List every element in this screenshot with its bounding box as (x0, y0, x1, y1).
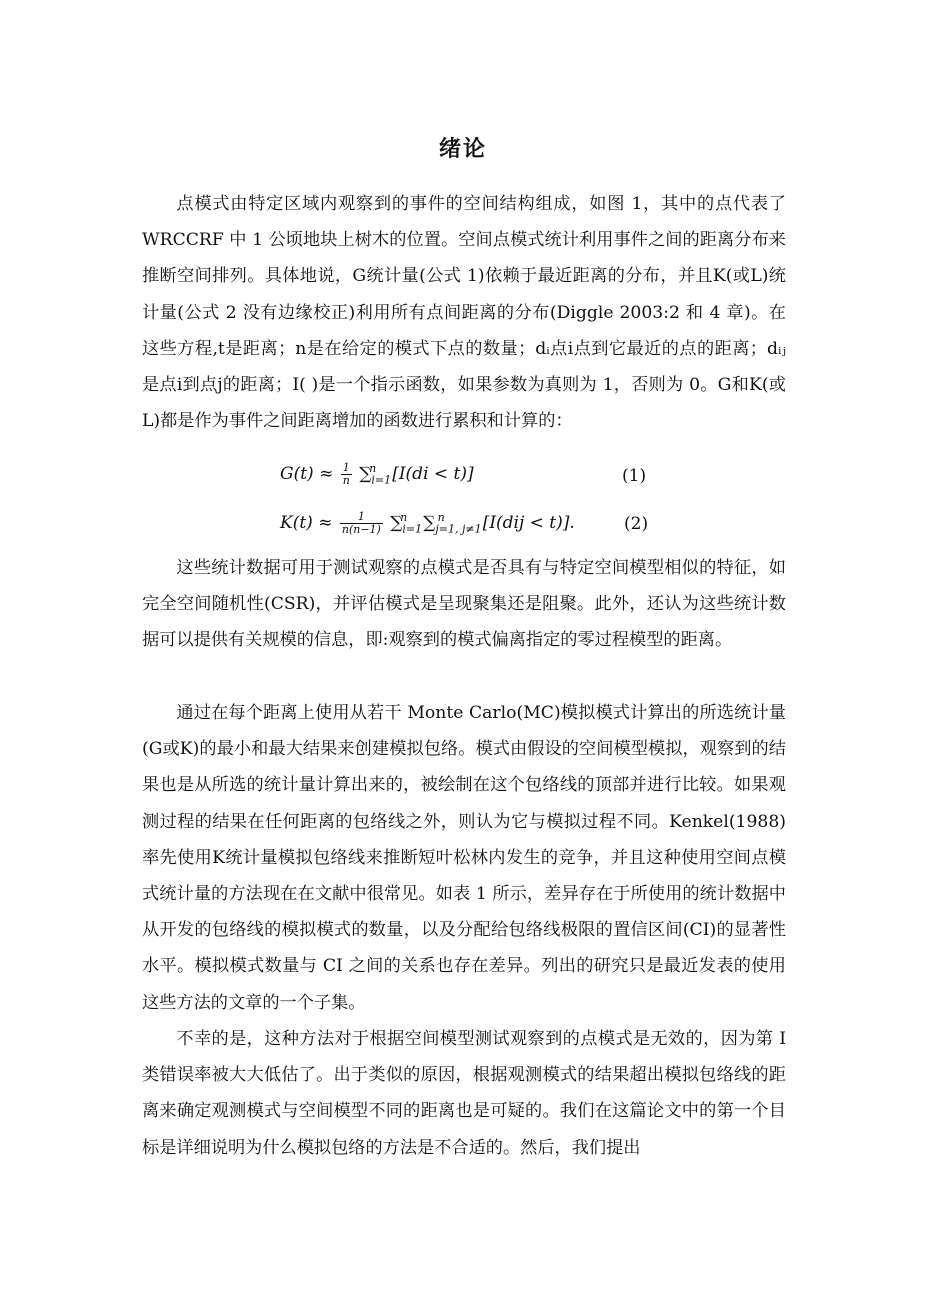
equation-k-sum1: ∑ (390, 513, 403, 533)
equation-g (280, 462, 474, 487)
paragraph-statistics: 这些统计数据可用于测试观察的点模式是否具有与特定空间模型相似的特征，如完全空间随机性(CSR)，并评估模式是呈现聚集还是阻聚。此外，还认为这些统计数据可以提供有关规模的信息，即:观察到的模式偏离指定的零过程模型的距离。 (142, 558, 786, 651)
equation-g-numerator: 1 (341, 462, 352, 475)
equation-k-lhs: K(t) ≈ (280, 513, 333, 533)
equation-k-sum2-sup: n (437, 511, 445, 525)
equation-g-lhs: G(t) ≈ (280, 464, 334, 484)
equation-g-sum-sup: n (369, 462, 377, 476)
equation-g-body: [I(di < t)] (392, 464, 474, 484)
equation-k (280, 511, 575, 536)
equation-g-denominator: n (342, 474, 350, 487)
equation-k-numerator: 1 (340, 511, 383, 524)
equation-g-sum: ∑ (359, 464, 372, 484)
equation-k-fraction (340, 511, 383, 536)
paragraph-problem: 不幸的是，这种方法对于根据空间模型测试观察到的点模式是无效的，因为第 I 类错误率被大大低估了。出于类似的原因，根据观测模式的结果超出模拟包络线的距离来确定观测模式与空间模型不同的距离也是可疑的。我们在这篇论文中的第一个目标是详细说明为什么模拟包络的方法是不合适的。然后，我们提出 (142, 1029, 786, 1158)
equation-k-body: [I(dij < t)]. (482, 513, 575, 533)
equation-g-sum-sub: i=1 (371, 473, 392, 487)
equation-k-sum2: ∑ (423, 513, 436, 533)
section-title: 绪论 (438, 137, 487, 162)
equation-k-sum1-sub: i=1 (402, 522, 423, 536)
paragraph-intro: 点模式由特定区域内观察到的事件的空间结构组成，如图 1，其中的点代表了 WRCCRF 中 1 公顷地块上树木的位置。空间点模式统计利用事件之间的距离分布来推断空间排列。具体地说，G统计量(公式 1)依赖于最近距离的分布，并且K(或L)统计量(公式 2 没有边缘校正)利用所有点间距离的分布(Diggle 2003:2 和 4 章)。在这些方程,t是距离；n是在给定的模式下点的数量；dᵢ点i点到它最近的点的距离；dᵢⱼ是点i到点j的距离；I( )是一个指示函数，如果参数为真则为 1，否则为 0。G和K(或L)都是作为事件之间距离增加的函数进行累积和计算的： (142, 194, 786, 432)
paragraph-envelope: 通过在每个距离上使用从若干 Monte Carlo(MC)模拟模式计算出的所选统计量(G或K)的最小和最大结果来创建模拟包络。模式由假设的空间模型模拟，观察到的结果也是从所选的统计量计算出来的，被绘制在这个包络线的顶部并进行比较。如果观测过程的结果在任何距离的包络线之外，则认为它与模拟过程不同。Kenkel(1988)率先使用K统计量模拟包络线来推断短叶松林内发生的竞争，并且这种使用空间点模式统计量的方法现在在文献中很常见。如表 1 所示，差异存在于所使用的统计数据中从开发的包络线的模拟模式的数量，以及分配给包络线极限的置信区间(CI)的显著性水平。模拟模式数量与 CI 之间的关系也存在差异。列出的研究只是最近发表的使用这些方法的文章的一个子集。 (142, 703, 786, 1013)
equation-k-sum1-sup: n (400, 511, 408, 525)
equation-k-number: (2) (624, 514, 649, 534)
equation-k-denominator: n(n−1) (341, 523, 381, 536)
equation-g-number: (1) (622, 466, 647, 486)
equation-k-sum2-sub: j=1, j≠1 (435, 522, 482, 536)
equation-g-fraction (341, 462, 352, 487)
